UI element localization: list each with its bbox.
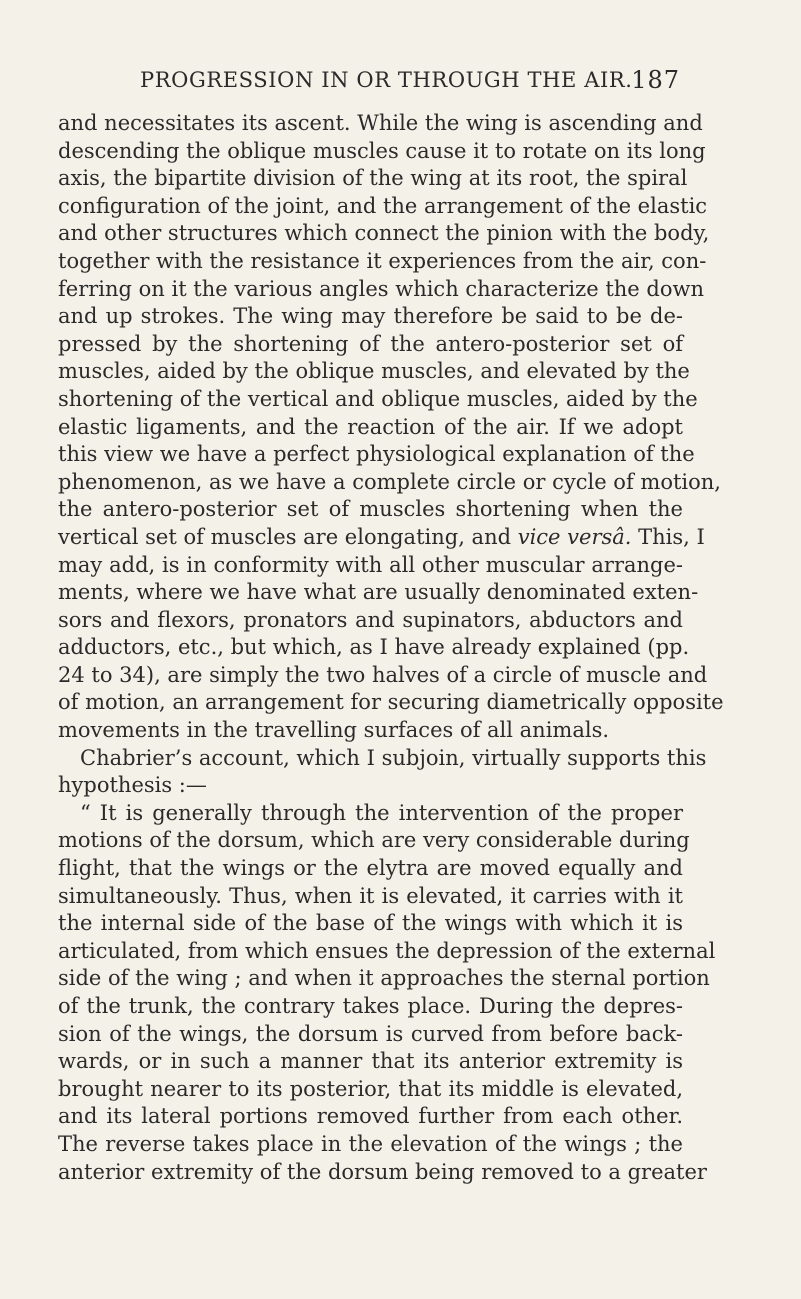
text-line: ferring on it the various angles which characterize the down bbox=[58, 276, 704, 301]
text-line: and other structures which connect the pinion with the body, bbox=[58, 221, 710, 246]
text-run: vertical set of muscles are elongating, and bbox=[58, 524, 518, 549]
text-line: configuration of the joint, and the arrangement of the elastic bbox=[58, 193, 708, 218]
text-line: the internal side of the base of the wings with which it is bbox=[58, 911, 683, 936]
text-line: simultaneously. Thus, when it is elevated, it carries with it bbox=[58, 883, 683, 908]
text-line: descending the oblique muscles cause it to rotate on its long bbox=[58, 138, 706, 163]
text-line: muscles, aided by the oblique muscles, and elevated by the bbox=[58, 359, 690, 384]
text-line: this view we have a perfect physiological explanation of the bbox=[58, 442, 695, 467]
text-line: of the trunk, the contrary takes place. During the depres- bbox=[58, 994, 683, 1018]
text-line: and its lateral portions removed further from each other. bbox=[58, 1104, 683, 1129]
text-line: may add, is in conformity with all other muscular arrange- bbox=[58, 552, 683, 577]
running-head bbox=[140, 62, 680, 98]
text-line: and necessitates its ascent. While the wing is ascending and bbox=[58, 111, 703, 135]
text-line: shortening of the vertical and oblique muscles, aided by the bbox=[58, 386, 698, 411]
text-line: flight, that the wings or the elytra are moved equally and bbox=[58, 856, 683, 881]
text-line: of motion, an arrangement for securing diametrically opposite bbox=[58, 690, 724, 715]
page-number: 187 bbox=[631, 66, 680, 94]
text-line: hypothesis :— bbox=[58, 773, 207, 798]
text-line: movements in the travelling surfaces of all animals. bbox=[58, 718, 610, 743]
text-line: the antero-posterior set of muscles shortening when the bbox=[58, 497, 683, 522]
text-line: and up strokes. The wing may therefore be said to be de- bbox=[58, 304, 683, 329]
text-line: Chabrier’s account, which I subjoin, virtually supports this bbox=[80, 745, 707, 770]
text-line: adductors, etc., but which, as I have already explained (pp. bbox=[58, 635, 690, 660]
body-text bbox=[58, 110, 724, 1186]
text-line: side of the wing ; and when it approaches the sternal portion bbox=[58, 966, 710, 991]
text-line: brought nearer to its posterior, that its middle is elevated, bbox=[58, 1076, 683, 1101]
text-line: 24 to 34), are simply the two halves of a circle of muscle and bbox=[58, 662, 708, 687]
text-line: ments, where we have what are usually denominated exten- bbox=[58, 580, 699, 605]
text-line: sion of the wings, the dorsum is curved from before back- bbox=[58, 1021, 683, 1046]
text-line: wards, or in such a manner that its anterior extremity is bbox=[58, 1049, 683, 1074]
text-line: elastic ligaments, and the reaction of the air. If we adopt bbox=[58, 414, 683, 439]
text-line: phenomenon, as we have a complete circle or cycle of motion, bbox=[58, 469, 721, 494]
italic-phrase: vice versâ. bbox=[517, 524, 632, 549]
text-line-with-italic bbox=[58, 524, 705, 552]
text-line: articulated, from which ensues the depression of the external bbox=[58, 938, 716, 963]
text-line: motions of the dorsum, which are very considerable during bbox=[58, 828, 690, 853]
text-run: This, I bbox=[631, 524, 705, 549]
text-line: anterior extremity of the dorsum being removed to a greater bbox=[58, 1159, 707, 1184]
text-line: axis, the bipartite division of the wing at its root, the spiral bbox=[58, 166, 688, 191]
text-line: pressed by the shortening of the antero-posterior set of bbox=[58, 331, 683, 356]
text-line: sors and flexors, pronators and supinators, abductors and bbox=[58, 607, 683, 632]
text-line: “ It is generally through the intervention of the proper bbox=[80, 800, 683, 825]
text-line: together with the resistance it experiences from the air, con- bbox=[58, 248, 707, 273]
text-line: The reverse takes place in the elevation of the wings ; the bbox=[58, 1131, 683, 1156]
running-title: PROGRESSION IN OR THROUGH THE AIR. bbox=[140, 68, 633, 92]
